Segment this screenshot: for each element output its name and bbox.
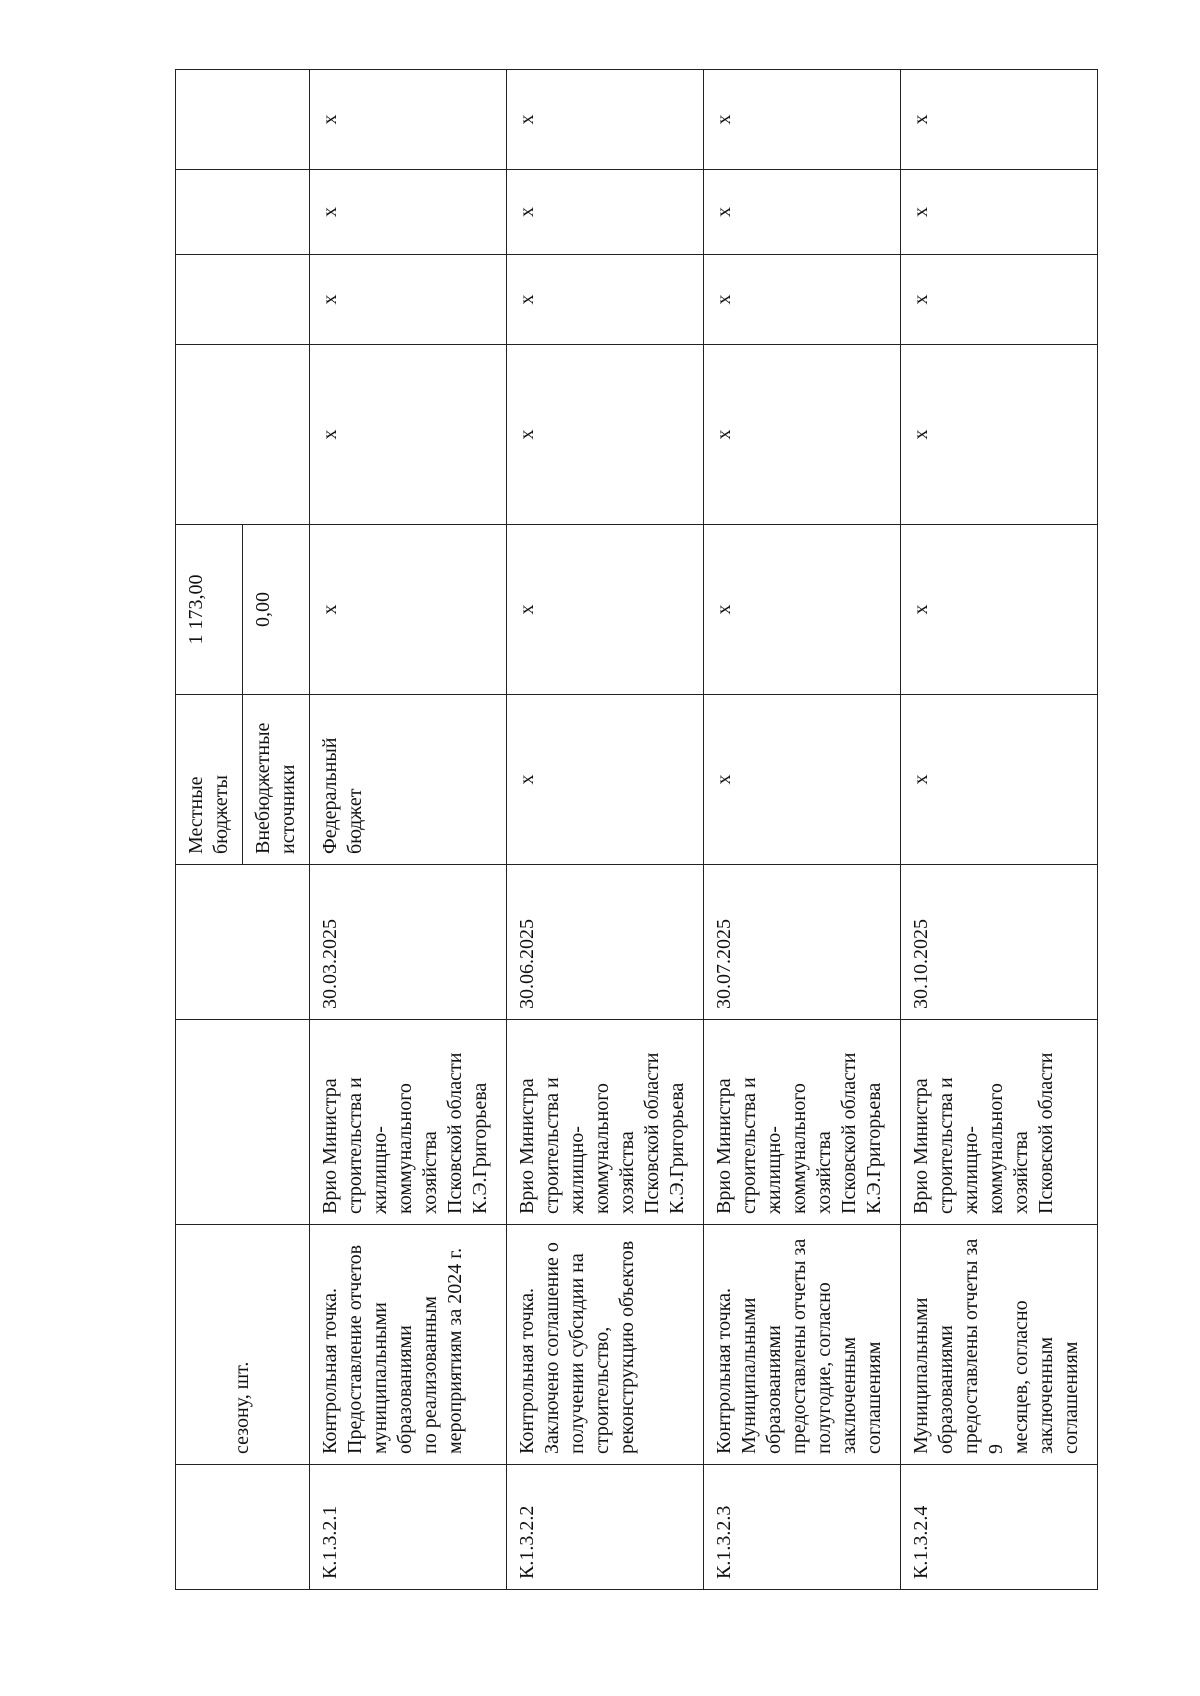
cell-text: строительства и xyxy=(344,1077,366,1214)
cell-text: образованиями xyxy=(935,1325,957,1454)
cell-text: x xyxy=(516,604,538,615)
cell-text: строительства и xyxy=(935,1077,957,1214)
cell-text: жилищно- xyxy=(369,1126,391,1214)
cell-text: Местные бюджеты xyxy=(185,775,232,854)
row-budget xyxy=(310,695,507,865)
cell-text: заключенным xyxy=(838,1336,860,1454)
cell-text: Врио Министра xyxy=(516,1078,538,1214)
cell-text: предоставлены отчеты за 9 xyxy=(960,1238,1007,1454)
cell-text: x xyxy=(713,294,735,305)
cell-text: строительства и xyxy=(541,1077,563,1214)
cell-text: получении субсидии на xyxy=(566,1253,588,1454)
row-x-2 xyxy=(507,345,704,525)
cell-text: коммунального xyxy=(394,1083,416,1214)
cell-text: Врио Министра xyxy=(910,1078,932,1214)
cell-text: x xyxy=(910,207,932,217)
cell-text: Контрольная точка. xyxy=(713,1288,735,1454)
cell-text: хозяйства xyxy=(1010,1131,1032,1214)
cell-text: x xyxy=(910,774,932,785)
row-x-4 xyxy=(507,170,704,255)
row-x-1 xyxy=(704,525,901,695)
cell-text: x xyxy=(713,207,735,217)
cell-text: 30.06.2025 xyxy=(516,919,538,1009)
table-row xyxy=(901,70,1098,1590)
header-amount-total xyxy=(176,525,243,695)
cell-text: строительства и xyxy=(738,1077,760,1214)
cell-text: x xyxy=(516,207,538,217)
header-empty-4 xyxy=(176,70,310,170)
row-x-3 xyxy=(507,255,704,345)
cell-text: К.1.3.2.3 xyxy=(713,1505,735,1579)
cell-text: x xyxy=(319,114,341,125)
row-x-4 xyxy=(310,170,507,255)
row-x-5 xyxy=(901,70,1098,170)
cell-text: К.1.3.2.1 xyxy=(319,1505,341,1579)
cell-text: x xyxy=(713,429,735,440)
row-x-3 xyxy=(310,255,507,345)
row-budget xyxy=(901,695,1098,865)
cell-text: жилищно- xyxy=(566,1126,588,1214)
header-local-budgets xyxy=(176,695,243,865)
cell-text: К.Э.Григорьева xyxy=(469,1082,491,1214)
row-x-5 xyxy=(704,70,901,170)
row-budget xyxy=(704,695,901,865)
header-description: сезону, шт. xyxy=(231,1361,253,1454)
header-empty-2 xyxy=(176,255,310,345)
row-code xyxy=(507,1465,704,1590)
cell-text: полугодие, согласно xyxy=(813,1282,835,1454)
row-x-5 xyxy=(507,70,704,170)
cell-text: x xyxy=(516,114,538,125)
cell-text: 1 173,00 xyxy=(185,574,207,645)
row-budget xyxy=(507,695,704,865)
cell-text: реконструкцию объектов xyxy=(616,1240,638,1454)
cell-text: строительство, xyxy=(591,1326,613,1454)
table-row xyxy=(310,70,507,1590)
cell-text: x xyxy=(713,604,735,615)
cell-text: месяцев, согласно xyxy=(1010,1300,1032,1454)
row-x-4 xyxy=(901,170,1098,255)
cell-text: коммунального xyxy=(985,1083,1007,1214)
row-date xyxy=(704,865,901,1020)
row-responsible xyxy=(704,1020,901,1225)
cell-text: x xyxy=(910,604,932,615)
row-x-2 xyxy=(901,345,1098,525)
cell-text: 30.03.2025 xyxy=(319,919,341,1009)
cell-text: x xyxy=(319,604,341,615)
cell-text: коммунального xyxy=(788,1083,810,1214)
cell-text: x xyxy=(319,429,341,440)
cell-text: Псковской области xyxy=(641,1052,663,1214)
row-code xyxy=(704,1465,901,1590)
cell-text: Врио Министра xyxy=(319,1078,341,1214)
cell-text: x xyxy=(713,114,735,125)
budget-table xyxy=(175,69,1098,1590)
cell-text: Предоставление отчетов xyxy=(344,1244,366,1454)
cell-text: хозяйства xyxy=(419,1131,441,1214)
row-description xyxy=(901,1225,1098,1465)
cell-text: хозяйства xyxy=(616,1131,638,1214)
row-description xyxy=(310,1225,507,1465)
row-x-1 xyxy=(507,525,704,695)
cell-text: Врио Министра xyxy=(713,1078,735,1214)
row-x-1 xyxy=(310,525,507,695)
cell-text: образованиями xyxy=(763,1325,785,1454)
header-empty-3 xyxy=(176,170,310,255)
cell-text: К.1.3.2.4 xyxy=(910,1505,932,1579)
row-x-5 xyxy=(310,70,507,170)
cell-text: К.1.3.2.2 xyxy=(516,1505,538,1579)
row-responsible xyxy=(310,1020,507,1225)
cell-text: мероприятиям за 2024 г. xyxy=(444,1247,466,1454)
table-row xyxy=(507,70,704,1590)
header-empty-1 xyxy=(176,345,310,525)
cell-text: Внебюджетные источники xyxy=(252,722,299,854)
header-offbudget-sources xyxy=(243,695,310,865)
row-x-3 xyxy=(901,255,1098,345)
header-date-cell xyxy=(176,865,310,1020)
cell-text: x xyxy=(910,294,932,305)
row-responsible xyxy=(901,1020,1098,1225)
cell-text: предоставлены отчеты за xyxy=(788,1238,810,1454)
row-x-1 xyxy=(901,525,1098,695)
cell-text: x xyxy=(516,429,538,440)
row-x-3 xyxy=(704,255,901,345)
cell-text: Муниципальными xyxy=(738,1297,760,1454)
cell-text: Заключено соглашение о xyxy=(541,1242,563,1454)
cell-text: соглашениям xyxy=(1060,1341,1082,1454)
cell-text: Псковской области xyxy=(838,1052,860,1214)
cell-text: 30.07.2025 xyxy=(713,919,735,1009)
row-date xyxy=(507,865,704,1020)
header-responsible-cell xyxy=(176,1020,310,1225)
header-row xyxy=(176,70,243,1590)
cell-text: x xyxy=(319,294,341,305)
cell-text: 0,00 xyxy=(252,592,274,627)
cell-text: Псковской области xyxy=(1035,1052,1057,1214)
header-amount-offbudget xyxy=(243,525,310,695)
cell-text: Псковской области xyxy=(444,1052,466,1214)
header-code-cell xyxy=(176,1465,310,1590)
row-x-4 xyxy=(704,170,901,255)
row-date xyxy=(901,865,1098,1020)
cell-text: соглашениям xyxy=(863,1341,885,1454)
row-description xyxy=(704,1225,901,1465)
row-description xyxy=(507,1225,704,1465)
cell-text: x xyxy=(713,774,735,785)
cell-text: коммунального xyxy=(591,1083,613,1214)
cell-text: заключенным xyxy=(1035,1336,1057,1454)
cell-text: x xyxy=(516,294,538,305)
cell-text: 30.10.2025 xyxy=(910,919,932,1009)
row-responsible xyxy=(507,1020,704,1225)
cell-text: образованиями xyxy=(394,1325,416,1454)
table-row xyxy=(704,70,901,1590)
cell-text: муниципальными xyxy=(369,1302,391,1454)
row-code xyxy=(310,1465,507,1590)
cell-text: жилищно- xyxy=(960,1126,982,1214)
cell-text: К.Э.Григорьева xyxy=(666,1082,688,1214)
cell-text: хозяйства xyxy=(813,1131,835,1214)
cell-text: x xyxy=(910,114,932,125)
cell-text: Контрольная точка. xyxy=(319,1288,341,1454)
rotated-table-wrapper xyxy=(175,70,1095,1590)
cell-text: К.Э.Григорьева xyxy=(863,1082,885,1214)
cell-text: по реализованным xyxy=(419,1296,441,1454)
cell-text: Муниципальными xyxy=(910,1297,932,1454)
row-date xyxy=(310,865,507,1020)
cell-text: x xyxy=(516,774,538,785)
cell-text: Федеральный бюджет xyxy=(319,737,366,854)
cell-text: x xyxy=(319,207,341,217)
header-description-cell xyxy=(176,1225,310,1465)
row-x-2 xyxy=(704,345,901,525)
row-code xyxy=(901,1465,1098,1590)
cell-text: x xyxy=(910,429,932,440)
row-x-2 xyxy=(310,345,507,525)
cell-text: Контрольная точка. xyxy=(516,1288,538,1454)
cell-text: жилищно- xyxy=(763,1126,785,1214)
